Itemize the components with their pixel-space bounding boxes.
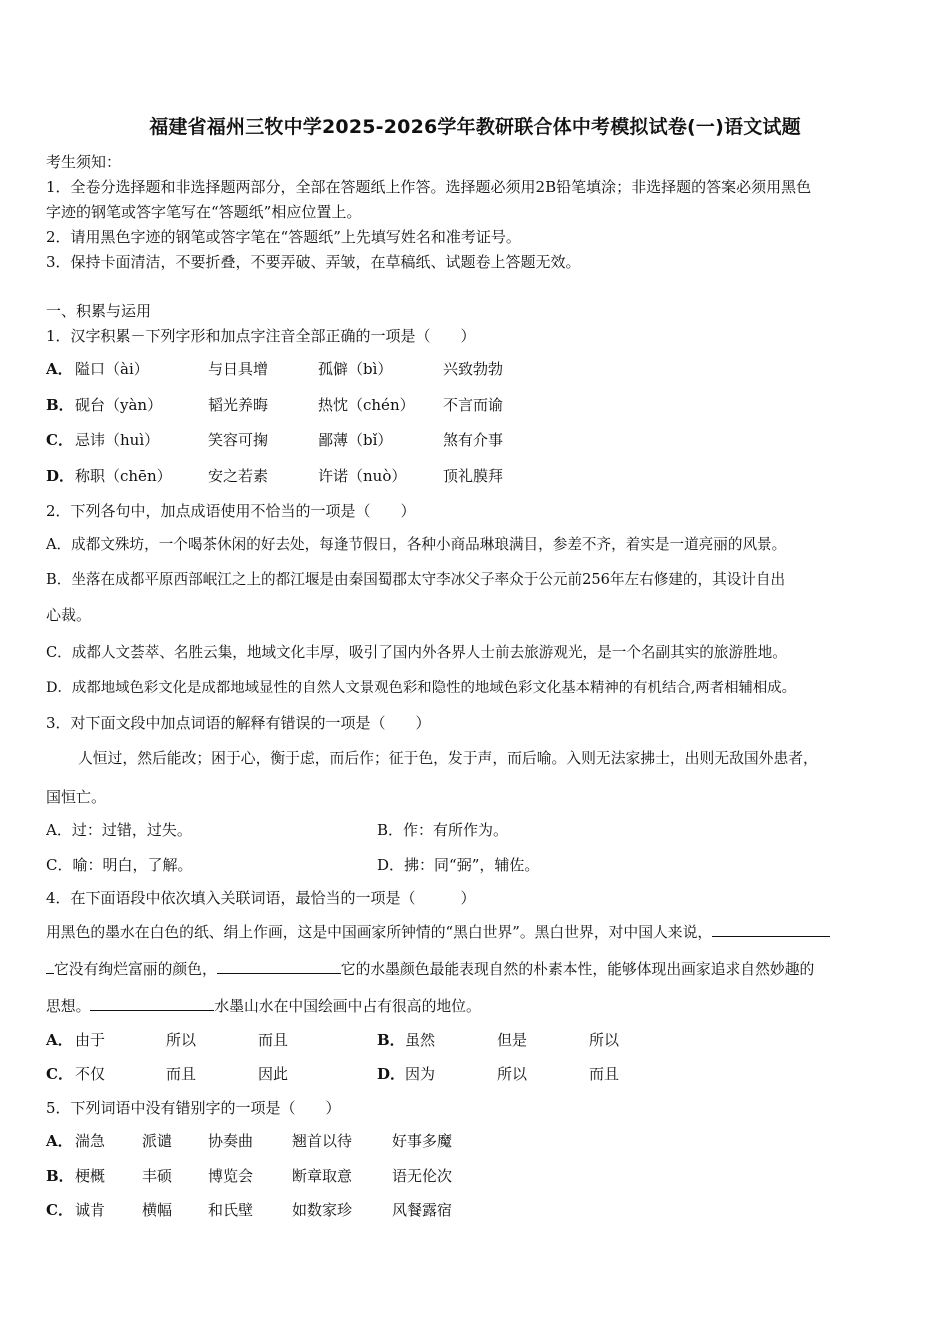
word-2: 与日具增 bbox=[208, 360, 269, 378]
word-3: 协奏曲 bbox=[208, 1132, 254, 1150]
section-heading: 一、积累与运用 bbox=[46, 302, 152, 320]
word-3: 因此 bbox=[258, 1065, 289, 1083]
q4-text: 水墨山水在中国绘画中占有很高的地位。 bbox=[214, 998, 481, 1015]
option-letter: B． bbox=[377, 1031, 405, 1049]
q2-option-d[interactable]: D．成都地域色彩文化是成都地域显性的自然人文景观色彩和隐性的地域色彩文化基本精神的有机结合,两者相辅相成。 bbox=[46, 680, 797, 696]
fill-blank-1[interactable] bbox=[712, 922, 830, 937]
word-1: 称职（chēn） bbox=[75, 467, 172, 485]
word-1: 因为 bbox=[405, 1065, 436, 1083]
q4-paragraph-line-3 bbox=[46, 996, 481, 1017]
fill-blank-1-cont bbox=[46, 959, 54, 974]
word-5: 风餐露宿 bbox=[392, 1201, 453, 1219]
word-3: 许诺（nuò） bbox=[318, 467, 407, 485]
word-3: 而且 bbox=[589, 1065, 620, 1083]
option-letter: C． bbox=[46, 431, 73, 449]
word-3: 孤僻（bì） bbox=[318, 360, 393, 378]
fill-blank-3[interactable] bbox=[90, 996, 214, 1011]
word-2: 笑容可掬 bbox=[208, 431, 269, 449]
q3-option-a[interactable]: A．过：过错，过失。 bbox=[46, 821, 192, 839]
q2-option-c[interactable]: C．成都人文荟萃、名胜云集，地域文化丰厚，吸引了国内外各界人士前去旅游观光，是一个名副其实的旅游胜地。 bbox=[46, 644, 787, 661]
word-1: 诚肯 bbox=[75, 1201, 106, 1219]
q4-text: 思想。 bbox=[46, 998, 91, 1015]
word-4: 兴致勃勃 bbox=[443, 360, 504, 378]
word-2: 丰硕 bbox=[142, 1167, 173, 1185]
word-3: 和氏壁 bbox=[208, 1201, 254, 1219]
q4-text: 它没有绚烂富丽的颜色， bbox=[54, 961, 217, 978]
word-1: 虽然 bbox=[405, 1031, 436, 1049]
word-2: 而且 bbox=[166, 1065, 197, 1083]
q3-option-b[interactable]: B．作：有所作为。 bbox=[377, 821, 509, 839]
q3-option-d[interactable]: D．拂：同“弼”，辅佐。 bbox=[377, 856, 540, 874]
option-letter: A． bbox=[46, 360, 73, 378]
word-2: 所以 bbox=[166, 1031, 197, 1049]
q4-text: 它的水墨颜色最能表现自然的朴素本性，能够体现出画家追求自然妙趣的 bbox=[340, 961, 815, 978]
word-1: 湍急 bbox=[75, 1132, 106, 1150]
fill-blank-2[interactable] bbox=[217, 959, 341, 974]
option-letter: D． bbox=[46, 467, 75, 485]
q3-passage-cont: 国恒亡。 bbox=[46, 788, 107, 806]
option-letter: C． bbox=[46, 1065, 73, 1083]
option-letter: B． bbox=[46, 1167, 74, 1185]
word-4: 翘首以待 bbox=[292, 1132, 353, 1150]
notice-item-1-cont: 字迹的钢笔或答字笔写在“答题纸”相应位置上。 bbox=[46, 203, 362, 221]
q2-option-b-cont: 心裁。 bbox=[46, 606, 92, 624]
word-5: 好事多魔 bbox=[392, 1132, 453, 1150]
q4-paragraph-line-1 bbox=[46, 922, 830, 943]
word-1: 由于 bbox=[75, 1031, 106, 1049]
notice-item-2: 2．请用黑色字迹的钢笔或答字笔在“答题纸”上先填写姓名和准考证号。 bbox=[46, 228, 521, 246]
word-2: 所以 bbox=[497, 1065, 528, 1083]
word-3: 而且 bbox=[258, 1031, 289, 1049]
q2-option-a[interactable]: A．成都文殊坊，一个喝茶休闲的好去处，每逢节假日，各种小商品琳琅满目，参差不齐，着实是一道亮丽的风景。 bbox=[46, 536, 787, 553]
word-4: 断章取意 bbox=[292, 1167, 353, 1185]
q5-stem: 5．下列词语中没有错别字的一项是（ ） bbox=[46, 1099, 341, 1117]
option-letter: B． bbox=[46, 396, 74, 414]
option-letter: A． bbox=[46, 1132, 73, 1150]
word-3: 鄙薄（bǐ） bbox=[318, 431, 393, 449]
word-1: 梗概 bbox=[75, 1167, 106, 1185]
q4-text: 用黑色的墨水在白色的纸、绢上作画，这是中国画家所钟情的“黑白世界”。黑白世界，对中国人来说， bbox=[46, 924, 713, 941]
option-letter: C． bbox=[46, 1201, 73, 1219]
word-3: 热忱（chén） bbox=[318, 396, 415, 414]
q3-option-c[interactable]: C．喻：明白，了解。 bbox=[46, 856, 193, 874]
word-2: 派谴 bbox=[142, 1132, 173, 1150]
word-2: 但是 bbox=[497, 1031, 528, 1049]
q4-stem: 4．在下面语段中依次填入关联词语，最恰当的一项是（ ） bbox=[46, 889, 476, 907]
option-letter: A． bbox=[46, 1031, 73, 1049]
word-1: 忌讳（huì） bbox=[75, 431, 160, 449]
q4-paragraph-line-2 bbox=[46, 959, 814, 980]
word-5: 语无伦次 bbox=[392, 1167, 453, 1185]
word-2: 横幅 bbox=[142, 1201, 173, 1219]
word-2: 韬光养晦 bbox=[208, 396, 269, 414]
word-1: 隘口（ài） bbox=[75, 360, 149, 378]
word-4: 顶礼膜拜 bbox=[443, 467, 504, 485]
q3-passage: 人恒过，然后能改；困于心，衡于虑，而后作；征于色，发于声，而后喻。入则无法家拂士，出则无敌国外患者， bbox=[78, 750, 818, 767]
word-4: 不言而谕 bbox=[443, 396, 504, 414]
page-title: 福建省福州三牧中学2025-2026学年教研联合体中考模拟试卷(一)语文试题 bbox=[149, 116, 801, 138]
notice-item-1: 1．全卷分选择题和非选择题两部分，全部在答题纸上作答。选择题必须用2B铅笔填涂；非选择题的答案必须用黑色 bbox=[46, 178, 812, 196]
word-1: 砚台（yàn） bbox=[75, 396, 163, 414]
q1-stem: 1．汉字积累－下列字形和加点字注音全部正确的一项是（ ） bbox=[46, 327, 476, 345]
q2-option-b[interactable]: B．坐落在成都平原西部岷江之上的都江堰是由秦国蜀郡太守李冰父子率众于公元前256年左右修建的，其设计自出 bbox=[46, 571, 786, 588]
q2-stem: 2．下列各句中，加点成语使用不恰当的一项是（ ） bbox=[46, 502, 416, 520]
word-1: 不仅 bbox=[75, 1065, 106, 1083]
notice-item-3: 3．保持卡面清洁，不要折叠，不要弄破、弄皱，在草稿纸、试题卷上答题无效。 bbox=[46, 253, 581, 271]
option-letter: D． bbox=[377, 1065, 406, 1083]
word-3: 博览会 bbox=[208, 1167, 254, 1185]
q3-stem: 3．对下面文段中加点词语的解释有错误的一项是（ ） bbox=[46, 714, 431, 732]
word-3: 所以 bbox=[589, 1031, 620, 1049]
notice-heading: 考生须知： bbox=[46, 153, 122, 171]
word-4: 如数家珍 bbox=[292, 1201, 353, 1219]
word-2: 安之若素 bbox=[208, 467, 269, 485]
word-4: 煞有介事 bbox=[443, 431, 504, 449]
